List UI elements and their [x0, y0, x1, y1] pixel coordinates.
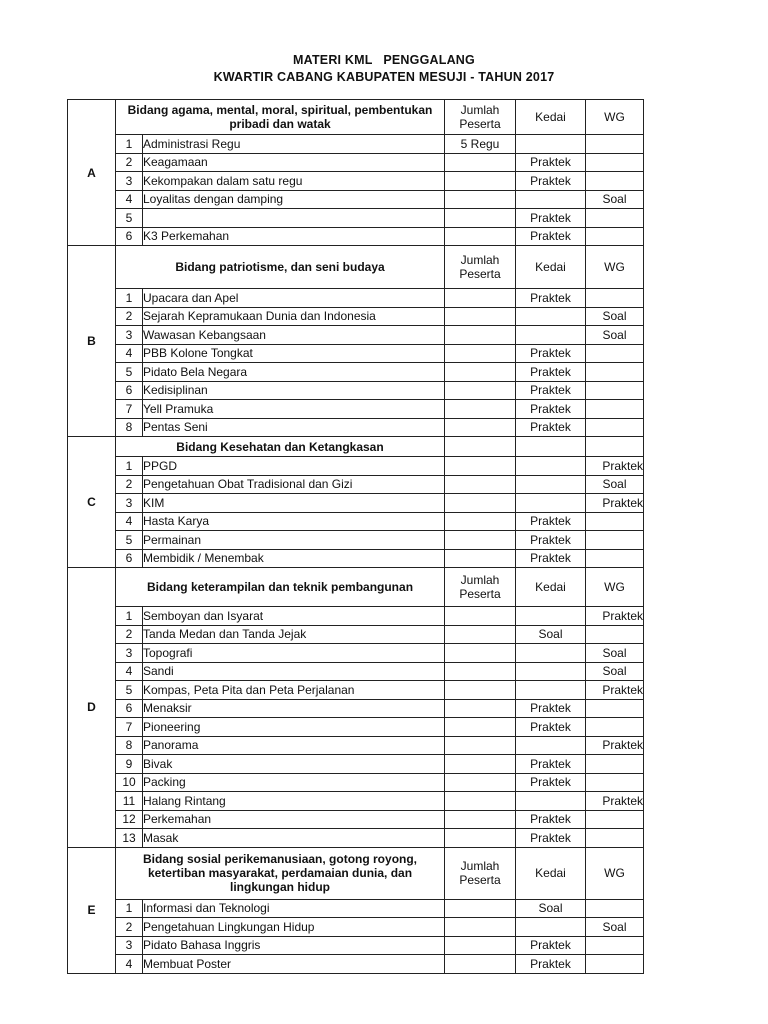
- item-wg: [586, 829, 644, 848]
- section-header-row: [68, 246, 644, 289]
- table-row: [68, 955, 644, 974]
- item-kedai: [516, 681, 586, 700]
- item-number: 1: [116, 135, 143, 154]
- column-header-jumlah-peserta: Jumlah Peserta: [445, 568, 516, 607]
- table-row: [68, 773, 644, 792]
- item-number: 4: [116, 955, 143, 974]
- item-name: Topografi: [143, 644, 445, 663]
- item-kedai: Praktek: [516, 400, 586, 419]
- item-name: Bivak: [143, 755, 445, 774]
- table-row: [68, 644, 644, 663]
- item-name: Yell Pramuka: [143, 400, 445, 419]
- item-wg: [586, 135, 644, 154]
- item-wg: [586, 955, 644, 974]
- item-wg: Soal: [586, 190, 644, 209]
- item-number: 5: [116, 209, 143, 228]
- item-kedai: Praktek: [516, 344, 586, 363]
- item-name: Sejarah Kepramukaan Dunia dan Indonesia: [143, 307, 445, 326]
- table-row: [68, 829, 644, 848]
- table-row: [68, 135, 644, 154]
- item-wg: [586, 810, 644, 829]
- column-header-jumlah-peserta: [445, 437, 516, 457]
- item-wg: Soal: [586, 475, 644, 494]
- table-row: [68, 153, 644, 172]
- table-row: [68, 289, 644, 308]
- item-name: Informasi dan Teknologi: [143, 899, 445, 918]
- item-wg: [586, 625, 644, 644]
- table-row: [68, 792, 644, 811]
- item-kedai: Praktek: [516, 227, 586, 246]
- item-jumlah-peserta: [445, 307, 516, 326]
- table-row: [68, 344, 644, 363]
- item-kedai: Praktek: [516, 810, 586, 829]
- item-jumlah-peserta: [445, 549, 516, 568]
- section-title: Bidang sosial perikemanusiaan, gotong royong, ketertiban masyarakat, perdamaian dunia, dan lingkungan hidup: [116, 847, 445, 899]
- item-number: 5: [116, 531, 143, 550]
- item-wg: [586, 400, 644, 419]
- item-number: 2: [116, 625, 143, 644]
- item-wg: [586, 755, 644, 774]
- item-jumlah-peserta: [445, 607, 516, 626]
- item-number: 12: [116, 810, 143, 829]
- section-title: Bidang agama, mental, moral, spiritual, pembentukan pribadi dan watak: [116, 100, 445, 135]
- item-number: 7: [116, 400, 143, 419]
- item-number: 3: [116, 326, 143, 345]
- materi-table: [67, 99, 644, 974]
- item-number: 13: [116, 829, 143, 848]
- section-title: Bidang Kesehatan dan Ketangkasan: [116, 437, 445, 457]
- item-wg: [586, 512, 644, 531]
- item-name: Administrasi Regu: [143, 135, 445, 154]
- table-row: [68, 512, 644, 531]
- item-name: Masak: [143, 829, 445, 848]
- column-header-wg: WG: [586, 847, 644, 899]
- table-row: [68, 209, 644, 228]
- item-name: Halang Rintang: [143, 792, 445, 811]
- item-number: 2: [116, 918, 143, 937]
- section-letter: E: [68, 847, 116, 973]
- column-header-kedai: Kedai: [516, 568, 586, 607]
- item-kedai: Praktek: [516, 512, 586, 531]
- table-row: [68, 899, 644, 918]
- item-jumlah-peserta: [445, 644, 516, 663]
- item-wg: [586, 289, 644, 308]
- item-kedai: [516, 644, 586, 663]
- item-kedai: [516, 662, 586, 681]
- item-name: Menaksir: [143, 699, 445, 718]
- document-title-line-1: MATERI KML PENGGALANG: [293, 53, 475, 67]
- item-name: KIM: [143, 494, 445, 513]
- item-number: 8: [116, 418, 143, 437]
- section-letter: D: [68, 568, 116, 848]
- item-jumlah-peserta: [445, 681, 516, 700]
- item-jumlah-peserta: [445, 810, 516, 829]
- item-name: PBB Kolone Tongkat: [143, 344, 445, 363]
- item-name: K3 Perkemahan: [143, 227, 445, 246]
- item-kedai: [516, 918, 586, 937]
- item-number: 6: [116, 699, 143, 718]
- item-number: 5: [116, 681, 143, 700]
- item-kedai: Praktek: [516, 773, 586, 792]
- item-jumlah-peserta: [445, 829, 516, 848]
- item-wg: [586, 718, 644, 737]
- item-wg: Praktek: [586, 792, 644, 811]
- item-number: 11: [116, 792, 143, 811]
- item-number: 4: [116, 344, 143, 363]
- item-number: 2: [116, 475, 143, 494]
- item-name: Kekompakan dalam satu regu: [143, 172, 445, 191]
- item-kedai: [516, 307, 586, 326]
- item-wg: [586, 153, 644, 172]
- item-wg: [586, 773, 644, 792]
- item-jumlah-peserta: [445, 512, 516, 531]
- column-header-jumlah-peserta: Jumlah Peserta: [445, 847, 516, 899]
- item-number: 6: [116, 549, 143, 568]
- item-kedai: [516, 792, 586, 811]
- section-header-row: [68, 100, 644, 135]
- item-name: Loyalitas dengan damping: [143, 190, 445, 209]
- item-kedai: [516, 190, 586, 209]
- item-wg: [586, 531, 644, 550]
- item-wg: Soal: [586, 918, 644, 937]
- item-kedai: Praktek: [516, 718, 586, 737]
- item-name: Keagamaan: [143, 153, 445, 172]
- item-kedai: Praktek: [516, 153, 586, 172]
- item-wg: Soal: [586, 326, 644, 345]
- item-wg: Praktek: [586, 494, 644, 513]
- item-name: Pengetahuan Obat Tradisional dan Gizi: [143, 475, 445, 494]
- item-name: PPGD: [143, 457, 445, 476]
- item-jumlah-peserta: [445, 172, 516, 191]
- item-name: Membidik / Menembak: [143, 549, 445, 568]
- item-wg: Praktek: [586, 607, 644, 626]
- table-row: [68, 457, 644, 476]
- item-kedai: [516, 494, 586, 513]
- item-number: 1: [116, 607, 143, 626]
- column-header-wg: WG: [586, 568, 644, 607]
- item-kedai: [516, 326, 586, 345]
- section-letter: C: [68, 437, 116, 568]
- item-kedai: Soal: [516, 899, 586, 918]
- item-name: Pidato Bahasa Inggris: [143, 936, 445, 955]
- column-header-wg: WG: [586, 246, 644, 289]
- item-kedai: Praktek: [516, 289, 586, 308]
- item-number: 3: [116, 936, 143, 955]
- item-name: Kedisiplinan: [143, 381, 445, 400]
- item-wg: [586, 899, 644, 918]
- item-number: 7: [116, 718, 143, 737]
- item-number: 2: [116, 153, 143, 172]
- item-number: 1: [116, 457, 143, 476]
- item-name: Perkemahan: [143, 810, 445, 829]
- table-row: [68, 918, 644, 937]
- item-jumlah-peserta: [445, 531, 516, 550]
- table-row: [68, 699, 644, 718]
- item-number: 6: [116, 381, 143, 400]
- document-title-line-2: KWARTIR CABANG KABUPATEN MESUJI - TAHUN 2017: [213, 70, 555, 84]
- item-kedai: Praktek: [516, 381, 586, 400]
- item-name: Wawasan Kebangsaan: [143, 326, 445, 345]
- item-name: Permainan: [143, 531, 445, 550]
- item-kedai: Soal: [516, 625, 586, 644]
- item-wg: [586, 418, 644, 437]
- item-kedai: [516, 607, 586, 626]
- table-row: [68, 381, 644, 400]
- item-name: Semboyan dan Isyarat: [143, 607, 445, 626]
- item-jumlah-peserta: [445, 326, 516, 345]
- item-wg: [586, 699, 644, 718]
- section-letter: B: [68, 246, 116, 437]
- item-kedai: [516, 736, 586, 755]
- item-wg: [586, 549, 644, 568]
- table-row: [68, 662, 644, 681]
- item-jumlah-peserta: [445, 792, 516, 811]
- item-number: 2: [116, 307, 143, 326]
- table-row: [68, 531, 644, 550]
- item-jumlah-peserta: [445, 662, 516, 681]
- item-wg: Praktek: [586, 736, 644, 755]
- column-header-kedai: Kedai: [516, 847, 586, 899]
- item-jumlah-peserta: [445, 344, 516, 363]
- table-row: [68, 418, 644, 437]
- item-name: Tanda Medan dan Tanda Jejak: [143, 625, 445, 644]
- item-kedai: Praktek: [516, 531, 586, 550]
- section-header-row: [68, 568, 644, 607]
- item-jumlah-peserta: [445, 190, 516, 209]
- item-kedai: Praktek: [516, 418, 586, 437]
- item-jumlah-peserta: [445, 755, 516, 774]
- item-jumlah-peserta: [445, 718, 516, 737]
- table-row: [68, 326, 644, 345]
- item-jumlah-peserta: [445, 381, 516, 400]
- table-row: [68, 718, 644, 737]
- table-row: [68, 810, 644, 829]
- item-jumlah-peserta: [445, 773, 516, 792]
- item-jumlah-peserta: [445, 899, 516, 918]
- table-row: [68, 625, 644, 644]
- item-number: 3: [116, 172, 143, 191]
- item-wg: Soal: [586, 307, 644, 326]
- item-number: 9: [116, 755, 143, 774]
- item-jumlah-peserta: [445, 494, 516, 513]
- item-number: 5: [116, 363, 143, 382]
- table-row: [68, 172, 644, 191]
- item-jumlah-peserta: [445, 457, 516, 476]
- item-kedai: Praktek: [516, 699, 586, 718]
- column-header-wg: WG: [586, 100, 644, 135]
- item-jumlah-peserta: [445, 625, 516, 644]
- item-wg: [586, 936, 644, 955]
- item-jumlah-peserta: [445, 400, 516, 419]
- item-number: 1: [116, 899, 143, 918]
- section-header-row: [68, 437, 644, 457]
- item-kedai: Praktek: [516, 209, 586, 228]
- item-kedai: Praktek: [516, 549, 586, 568]
- section-header-row: [68, 847, 644, 899]
- materi-table-body: [68, 100, 644, 974]
- item-number: 8: [116, 736, 143, 755]
- column-header-kedai: Kedai: [516, 100, 586, 135]
- item-jumlah-peserta: [445, 475, 516, 494]
- item-number: 4: [116, 512, 143, 531]
- table-row: [68, 755, 644, 774]
- item-name: Sandi: [143, 662, 445, 681]
- item-number: 3: [116, 494, 143, 513]
- item-wg: Praktek: [586, 457, 644, 476]
- item-number: 3: [116, 644, 143, 663]
- item-jumlah-peserta: [445, 736, 516, 755]
- item-wg: [586, 344, 644, 363]
- table-row: [68, 736, 644, 755]
- item-jumlah-peserta: [445, 936, 516, 955]
- item-jumlah-peserta: [445, 363, 516, 382]
- column-header-jumlah-peserta: Jumlah Peserta: [445, 100, 516, 135]
- item-name: Membuat Poster: [143, 955, 445, 974]
- table-row: [68, 227, 644, 246]
- item-wg: [586, 381, 644, 400]
- item-kedai: Praktek: [516, 829, 586, 848]
- item-wg: [586, 172, 644, 191]
- item-name: Pengetahuan Lingkungan Hidup: [143, 918, 445, 937]
- item-name: Pentas Seni: [143, 418, 445, 437]
- section-letter: A: [68, 100, 116, 246]
- section-title: Bidang patriotisme, dan seni budaya: [116, 246, 445, 289]
- table-row: [68, 607, 644, 626]
- item-name: Kompas, Peta Pita dan Peta Perjalanan: [143, 681, 445, 700]
- item-jumlah-peserta: [445, 209, 516, 228]
- item-kedai: Praktek: [516, 172, 586, 191]
- item-name: Upacara dan Apel: [143, 289, 445, 308]
- item-name: Pidato Bela Negara: [143, 363, 445, 382]
- item-kedai: [516, 457, 586, 476]
- item-number: 4: [116, 190, 143, 209]
- column-header-kedai: Kedai: [516, 246, 586, 289]
- item-number: 4: [116, 662, 143, 681]
- table-row: [68, 363, 644, 382]
- section-title: Bidang keterampilan dan teknik pembangunan: [116, 568, 445, 607]
- item-name: [143, 209, 445, 228]
- item-jumlah-peserta: [445, 418, 516, 437]
- item-number: 10: [116, 773, 143, 792]
- column-header-kedai: [516, 437, 586, 457]
- item-jumlah-peserta: [445, 918, 516, 937]
- item-kedai: [516, 135, 586, 154]
- table-row: [68, 681, 644, 700]
- column-header-jumlah-peserta: Jumlah Peserta: [445, 246, 516, 289]
- item-wg: Praktek: [586, 681, 644, 700]
- item-kedai: Praktek: [516, 363, 586, 382]
- item-jumlah-peserta: 5 Regu: [445, 135, 516, 154]
- item-wg: [586, 363, 644, 382]
- item-name: Packing: [143, 773, 445, 792]
- item-kedai: Praktek: [516, 936, 586, 955]
- table-row: [68, 475, 644, 494]
- table-row: [68, 494, 644, 513]
- table-row: [68, 190, 644, 209]
- item-kedai: Praktek: [516, 955, 586, 974]
- table-row: [68, 307, 644, 326]
- item-wg: [586, 227, 644, 246]
- item-jumlah-peserta: [445, 289, 516, 308]
- item-jumlah-peserta: [445, 227, 516, 246]
- document-header: [0, 52, 768, 86]
- column-header-wg: [586, 437, 644, 457]
- item-number: 6: [116, 227, 143, 246]
- item-name: Hasta Karya: [143, 512, 445, 531]
- table-row: [68, 549, 644, 568]
- item-wg: Soal: [586, 644, 644, 663]
- item-kedai: [516, 475, 586, 494]
- item-wg: [586, 209, 644, 228]
- table-row: [68, 936, 644, 955]
- item-jumlah-peserta: [445, 153, 516, 172]
- item-jumlah-peserta: [445, 955, 516, 974]
- item-number: 1: [116, 289, 143, 308]
- table-row: [68, 400, 644, 419]
- item-wg: Soal: [586, 662, 644, 681]
- item-kedai: Praktek: [516, 755, 586, 774]
- item-jumlah-peserta: [445, 699, 516, 718]
- item-name: Panorama: [143, 736, 445, 755]
- item-name: Pioneering: [143, 718, 445, 737]
